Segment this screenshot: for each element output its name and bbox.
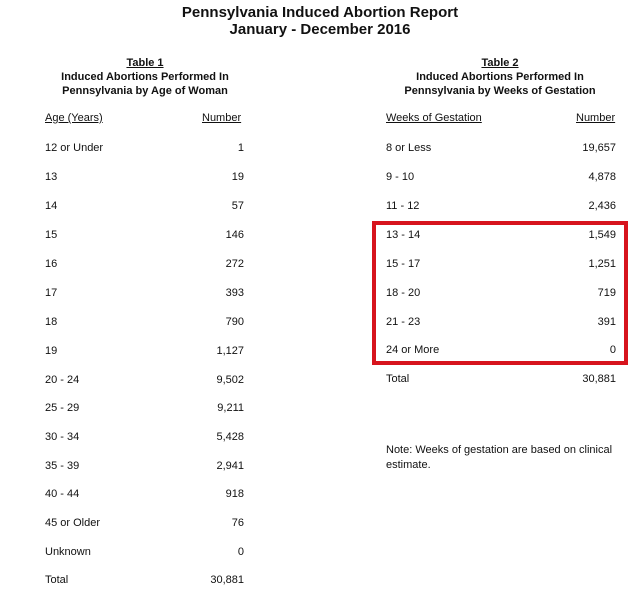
table2-row-label: 21 - 23	[386, 316, 421, 328]
table1-row-value: 2,941	[216, 460, 244, 472]
table1-row-label: 20 - 24	[45, 374, 80, 386]
table2-row-value: 1,549	[588, 229, 616, 241]
table2-row-label: 15 - 17	[386, 258, 421, 270]
table2-row-value: 0	[609, 344, 616, 356]
table1-row-value: 918	[225, 488, 244, 500]
table2-heading	[380, 56, 620, 98]
table1-heading	[40, 56, 250, 98]
table1-row-label: 25 - 29	[45, 402, 80, 414]
table1-total-label: Total	[45, 574, 69, 586]
highlight-box	[372, 221, 628, 365]
table2-row-label: 11 - 12	[386, 200, 420, 212]
table2-total-value: 30,881	[582, 373, 616, 385]
table1-row-value: 5,428	[216, 431, 244, 443]
table1-row-label: 19	[45, 345, 58, 357]
table1-row-value: 790	[225, 316, 244, 328]
table1-row-value: 57	[231, 200, 244, 212]
table2-caption-line2: Pennsylvania by Weeks of Gestation	[404, 85, 596, 97]
table2-row-label: 9 - 10	[386, 171, 415, 183]
table2-row-label: 18 - 20	[386, 287, 421, 299]
table1-caption-line1: Induced Abortions Performed In	[61, 71, 229, 83]
table1-row-label: 15	[45, 229, 58, 241]
table2-row-value: 719	[597, 287, 616, 299]
table1-name: Table 1	[126, 57, 164, 69]
table2-col-number: Number	[576, 112, 616, 124]
table2-caption-line1: Induced Abortions Performed In	[416, 71, 584, 83]
table1-row-label: Unknown	[45, 546, 91, 558]
table1-row-label: 12 or Under	[45, 142, 104, 154]
table1-row-value: 272	[225, 258, 244, 270]
table2-total-label: Total	[386, 373, 410, 385]
table2-row-value: 391	[597, 316, 616, 328]
table1-row-label: 35 - 39	[45, 460, 80, 472]
table1-row-value: 1	[237, 142, 244, 154]
report-title: Pennsylvania Induced Abortion Report	[181, 4, 459, 21]
gestation-note: Note: Weeks of gestation are based on clinical estimate.	[386, 444, 613, 471]
table2-row-label: 24 or More	[386, 344, 440, 356]
table1-row-label: 30 - 34	[45, 431, 80, 443]
table2-row-value: 19,657	[582, 142, 616, 154]
table1-col-number: Number	[202, 112, 242, 124]
table1-row-value: 146	[225, 229, 244, 241]
table1-row-label: 16	[45, 258, 58, 270]
table1-row-value: 1,127	[216, 345, 244, 357]
table1-row-value: 393	[225, 287, 244, 299]
table1-row-label: 13	[45, 171, 58, 183]
table2-col-weeks: Weeks of Gestation	[386, 112, 482, 124]
table1-total-value: 30,881	[210, 574, 244, 586]
table1-row-label: 18	[45, 316, 58, 328]
table1-row-value: 19	[231, 171, 244, 183]
table2-row-value: 2,436	[588, 200, 616, 212]
table1-row-value: 9,211	[217, 402, 244, 414]
table1-caption-line2: Pennsylvania by Age of Woman	[62, 85, 228, 97]
table1-row-value: 0	[237, 546, 244, 558]
table1-row-label: 40 - 44	[45, 488, 80, 500]
table2-row-label: 8 or Less	[386, 142, 432, 154]
table1-row-label: 45 or Older	[45, 517, 101, 529]
table1-row-value: 76	[231, 517, 244, 529]
table2-row-label: 13 - 14	[386, 229, 421, 241]
table2-name: Table 2	[481, 57, 519, 69]
table1-row-label: 14	[45, 200, 58, 212]
table1-row-value: 9,502	[216, 374, 244, 386]
table1-row-label: 17	[45, 287, 58, 299]
report-subtitle: January - December 2016	[229, 21, 411, 38]
table2-row-value: 4,878	[588, 171, 616, 183]
table1-col-age: Age (Years)	[45, 112, 103, 124]
table2-row-value: 1,251	[588, 258, 616, 270]
